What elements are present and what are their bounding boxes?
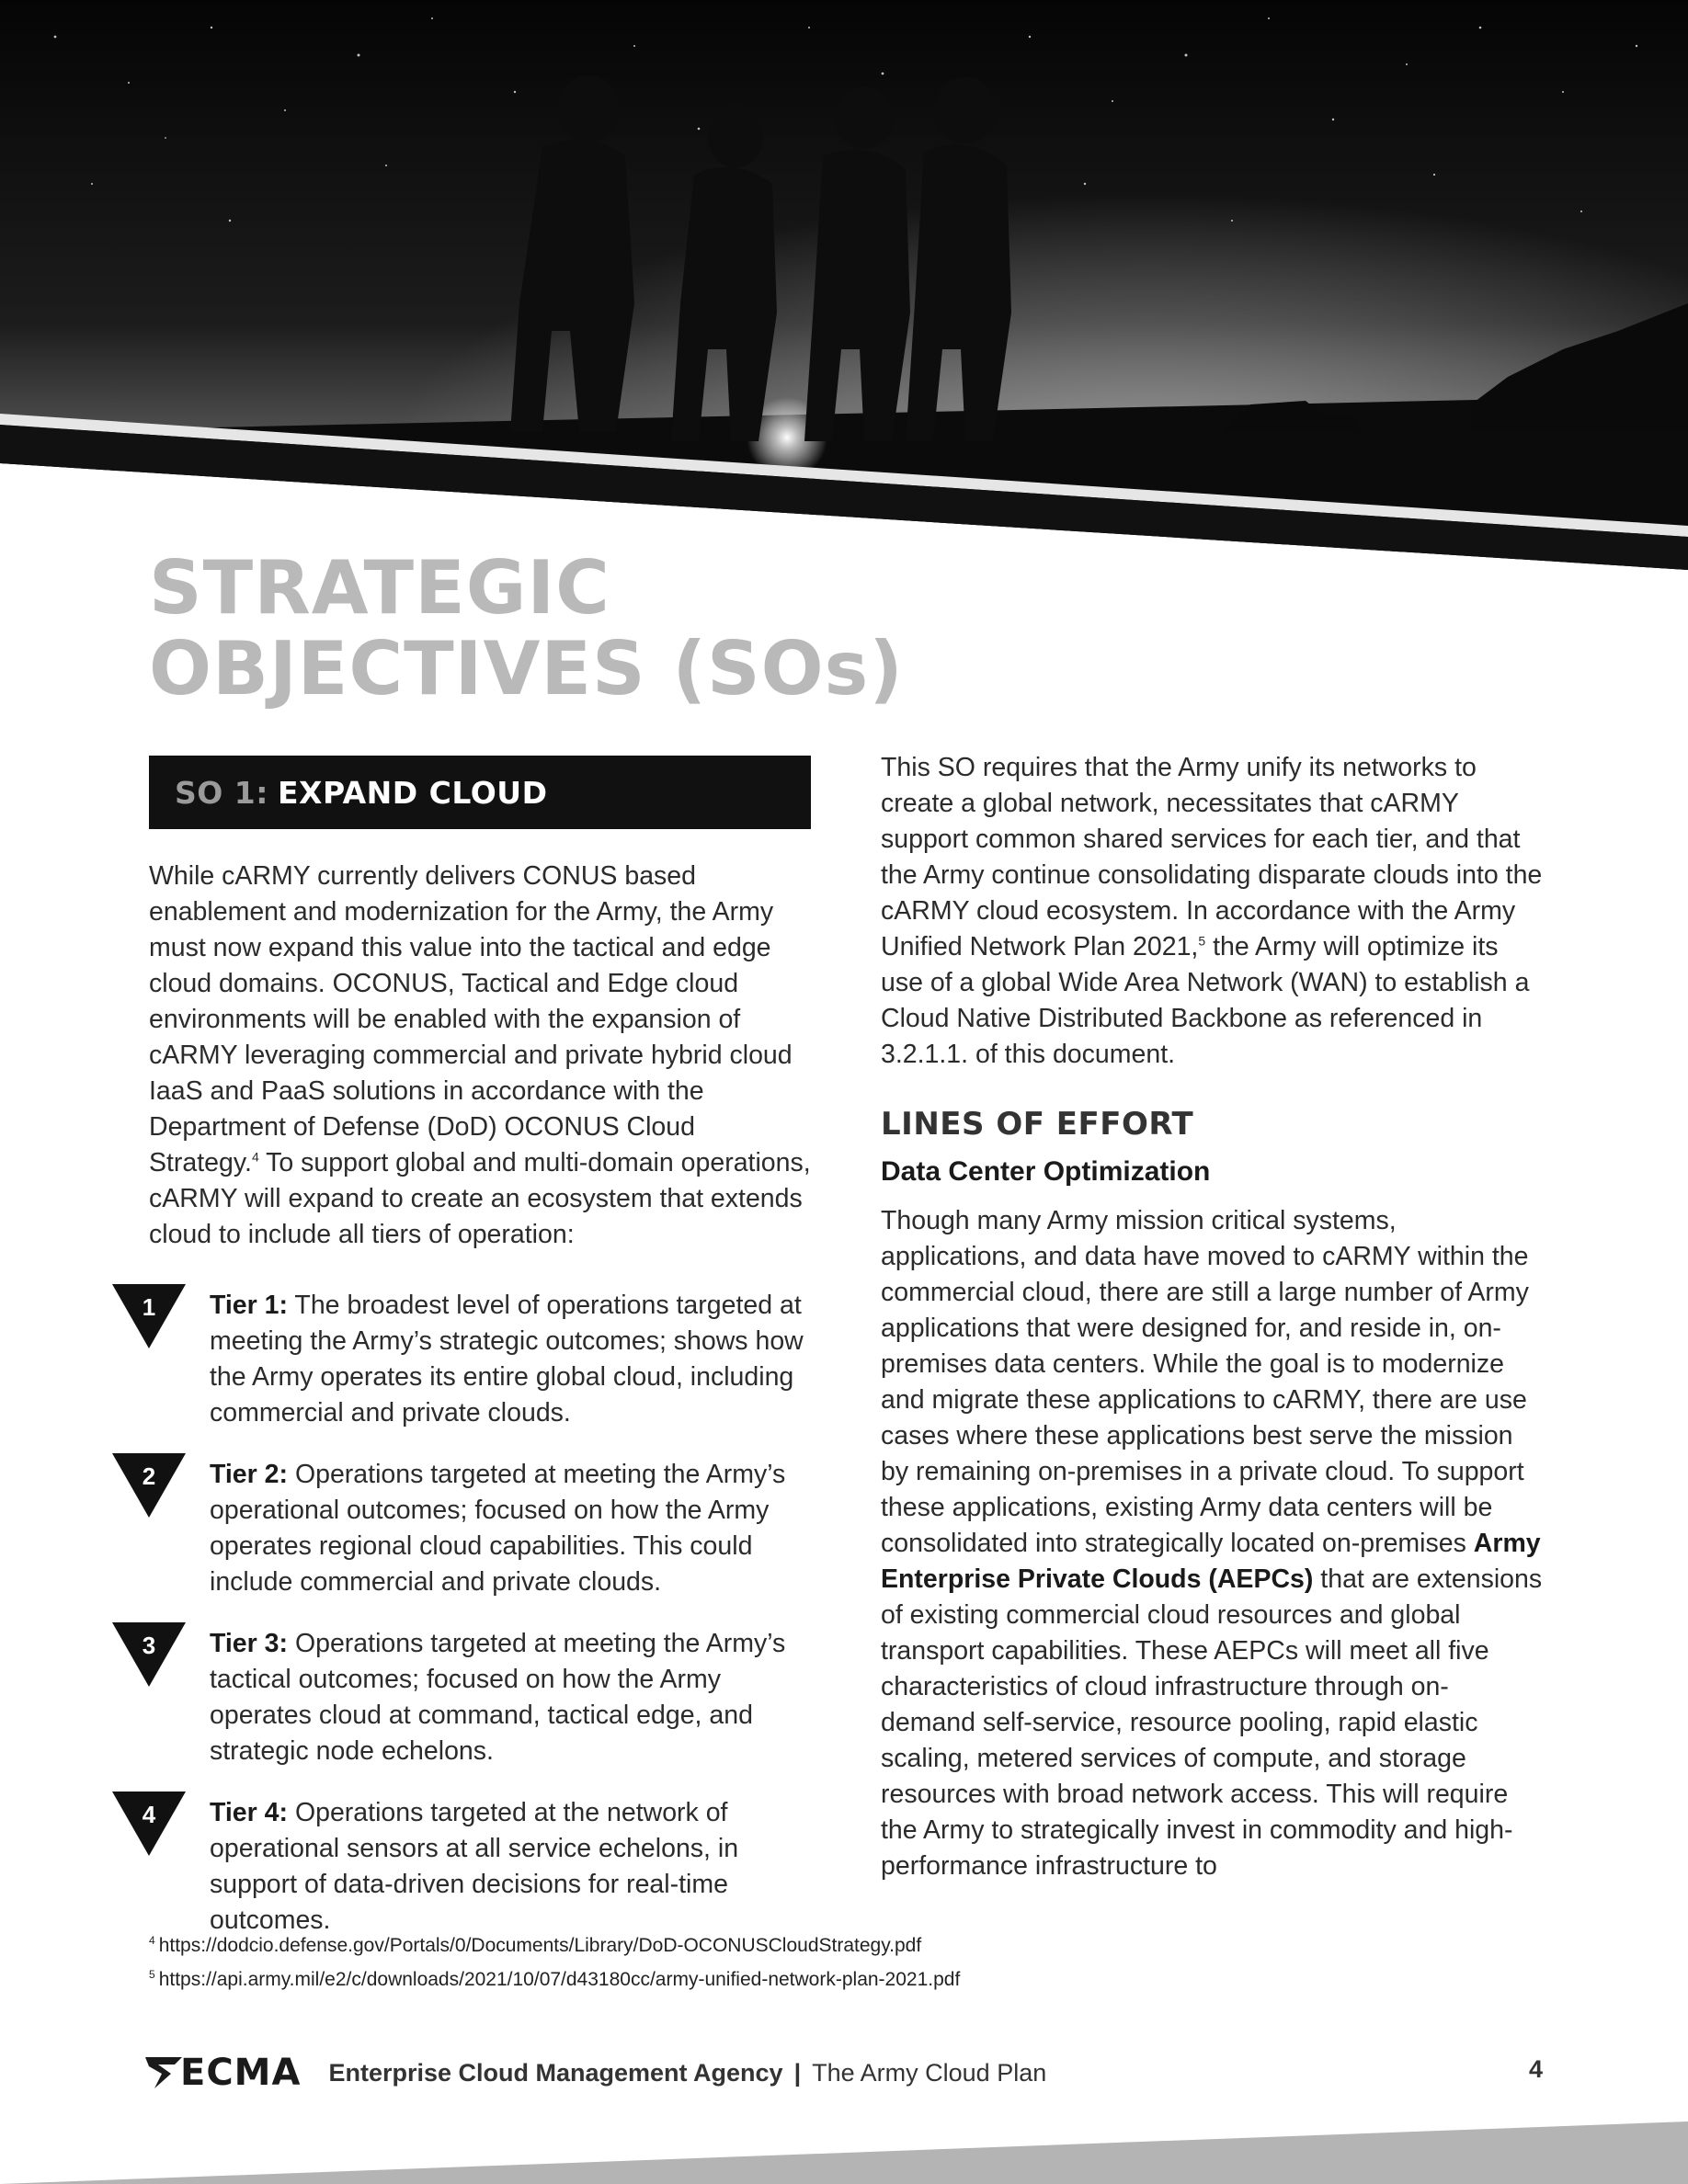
- tier-item: [142, 1288, 811, 1431]
- footnote-number: 5: [149, 1968, 155, 1981]
- tier-text: Operations targeted at meeting the Army’s operational outcomes; focused on how the Army operates regional cloud capabilities. This could include commercial and private clouds.: [210, 1460, 786, 1597]
- tier-list: [142, 1288, 811, 1939]
- page-title: [149, 545, 904, 711]
- footnote-ref-5[interactable]: 5: [1198, 933, 1206, 949]
- tier-label: Tier 1:: [210, 1291, 289, 1320]
- footnotes: [149, 1928, 1528, 1996]
- page-title-line-1: STRATEGIC: [149, 545, 610, 631]
- bottom-decorative-band: [0, 2110, 1688, 2184]
- so-number: SO 1:: [175, 774, 268, 811]
- triangle-number-icon: [110, 1451, 188, 1519]
- tier-number: 1: [142, 1293, 156, 1321]
- tier-number: 4: [142, 1801, 156, 1828]
- page-footer: [145, 2050, 1543, 2096]
- aepc-term: Army Enterprise Private Clouds (AEPCs): [881, 1529, 1541, 1594]
- data-center-optimization-heading: Data Center Optimization: [881, 1156, 1211, 1187]
- triangle-number-icon: [110, 1621, 188, 1689]
- footnote-number: 4: [149, 1934, 155, 1947]
- so-banner: [149, 756, 811, 829]
- left-column: [142, 756, 811, 1939]
- tier-number: 3: [142, 1632, 156, 1659]
- right-body-text-a: Though many Army mission critical systems, applications, and data have moved to cARMY within the commercial cloud, there are still a large number of Army applications that were designed for, and reside in, on-premises data centers. While the goal is to modernize and migrate these applications to cARMY, there are use cases where these applications best serve the mission by remaining on-premises in a private cloud. To support these applications, existing Army data centers will be consolidated into strategically located on-premises: [881, 1206, 1529, 1558]
- footer-separator: |: [793, 2058, 802, 2087]
- tier-item: [142, 1795, 811, 1939]
- footnote-link[interactable]: https://dodcio.defense.gov/Portals/0/Documents/Library/DoD-OCONUSCloudStrategy.pdf: [158, 1935, 922, 1956]
- footnote-link[interactable]: https://api.army.mil/e2/c/downloads/2021/10/07/d43180cc/army-unified-network-plan-2021.pdf: [158, 1969, 961, 1990]
- tier-label: Tier 3:: [210, 1629, 289, 1658]
- left-intro-paragraph: [149, 859, 811, 1253]
- page-title-line-2: OBJECTIVES (SOs): [149, 626, 904, 711]
- triangle-number-icon: [110, 1790, 188, 1858]
- tier-number: 2: [142, 1462, 156, 1490]
- tier-item: [142, 1626, 811, 1769]
- left-intro-text-2: To support global and multi-domain operations, cARMY will expand to create an ecosystem that extends cloud to include all tiers of operation:: [149, 1148, 811, 1249]
- footnote-ref-4[interactable]: 4: [251, 1149, 259, 1165]
- right-intro-text-a: This SO requires that the Army unify its networks to create a global network, necessitates that cARMY support common shared services for each tier, and that the Army continue consolidating disparate clouds into the cARMY cloud ecosystem. In accordance with the Army Unified Network Plan 2021,: [881, 753, 1543, 961]
- footnote-item: [149, 1928, 1528, 1962]
- tier-label: Tier 4:: [210, 1798, 289, 1827]
- right-body-paragraph: [881, 1203, 1543, 1884]
- header-photo: [0, 0, 1688, 588]
- footer-document-title: The Army Cloud Plan: [812, 2058, 1047, 2087]
- ecma-logo-mark-icon: [145, 2055, 184, 2090]
- tier-text: Operations targeted at the network of operational sensors at all service echelons, in support of data-driven decisions for real-time outcomes.: [210, 1798, 739, 1935]
- page-number: 4: [1528, 2055, 1543, 2083]
- so-title: EXPAND CLOUD: [277, 774, 548, 811]
- tier-label: Tier 2:: [210, 1460, 289, 1489]
- right-body-text-b: that are extensions of existing commercial cloud resources and global transport capabilities. These AEPCs will meet all five characteristics of cloud infrastructure through on-demand self-service, resource pooling, rapid elastic scaling, metered services of compute, and storage resources with broad network access. This will require the Army to strategically invest in commodity and high-performance infrastructure to: [881, 1564, 1543, 1881]
- right-intro-paragraph: [881, 750, 1543, 1073]
- footer-agency-name: Enterprise Cloud Management Agency: [328, 2058, 783, 2087]
- left-intro-text: While cARMY currently delivers CONUS based enablement and modernization for the Army, the Army must now expand this value into the tactical and edge cloud domains. OCONUS, Tactical and Edge cloud environments will be enabled with the expansion of cARMY leveraging commercial and private hybrid cloud IaaS and PaaS solutions in accordance with the Department of Defense (DoD) OCONUS Cloud Strategy.: [149, 861, 793, 1177]
- ecma-logo: [145, 2053, 301, 2092]
- right-intro-text-b: the Army will optimize its use of a global Wide Area Network (WAN) to establish a Cloud Native Distributed Backbone as referenced in 3.2.1.1. of this document.: [881, 932, 1530, 1069]
- tier-item: [142, 1457, 811, 1600]
- right-column: [881, 750, 1543, 1884]
- tier-text: Operations targeted at meeting the Army’s tactical outcomes; focused on how the Army operates cloud at command, tactical edge, and strategic node echelons.: [210, 1629, 786, 1766]
- triangle-number-icon: [110, 1282, 188, 1350]
- footnote-item: [149, 1962, 1528, 1996]
- ecma-logo-text: ECMA: [180, 2052, 302, 2094]
- lines-of-effort-heading: LINES OF EFFORT: [881, 1106, 1194, 1143]
- tier-text: The broadest level of operations targeted at meeting the Army’s strategic outcomes; shows how the Army operates its entire global cloud, including commercial and private clouds.: [210, 1291, 804, 1428]
